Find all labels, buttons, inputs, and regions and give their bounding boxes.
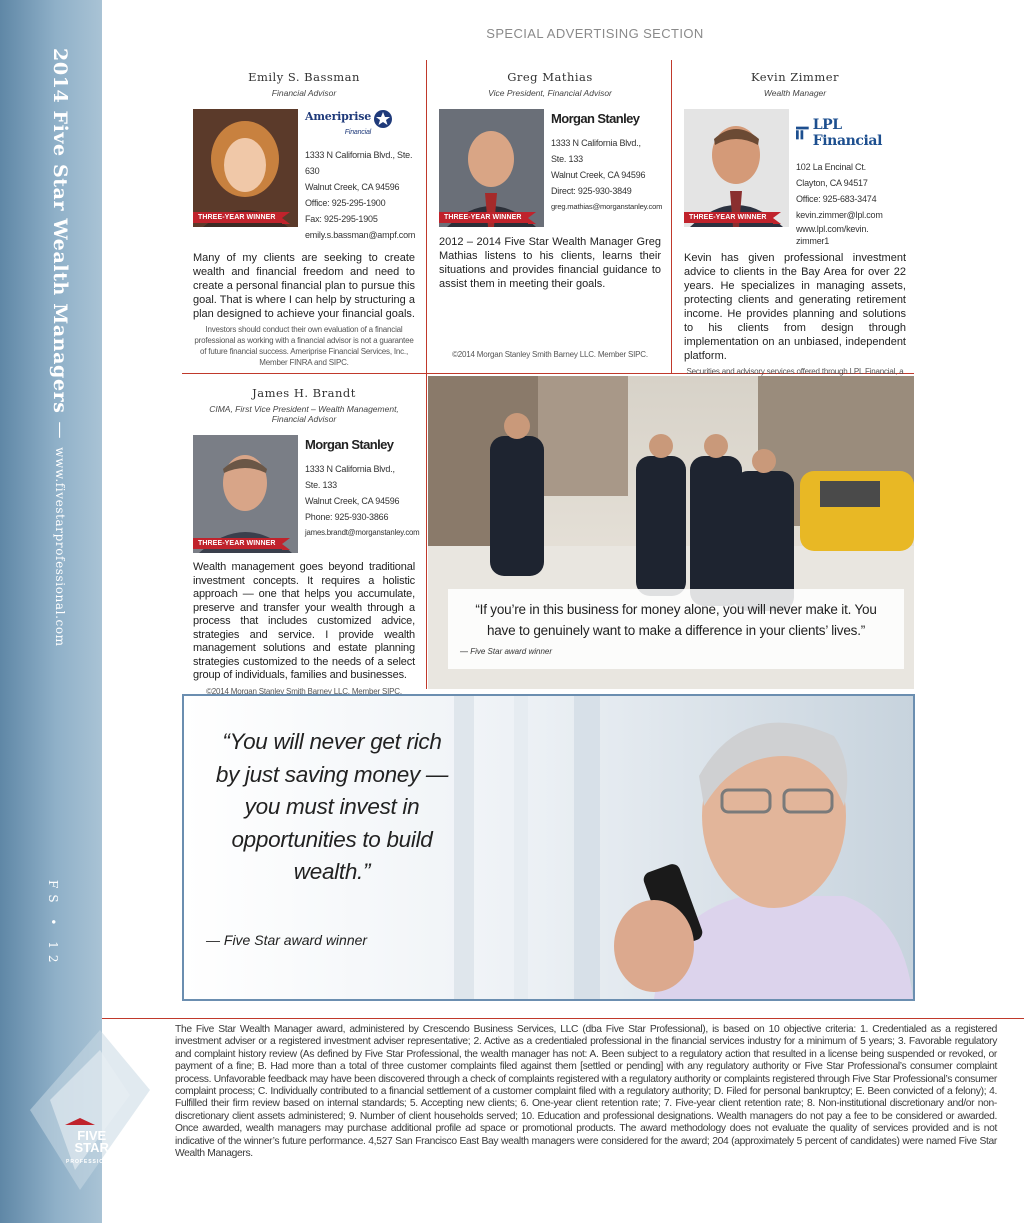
contact-line: Ste. 133 <box>551 154 583 164</box>
advisor-disclaimer: Investors should conduct their own evaluation of a financial professional as working with a financial advisor is not a guarantee of future financial success. Ameriprise Financial Services, Inc., Member FINRA and SIPC. <box>194 325 414 367</box>
ameriprise-star-icon <box>373 109 393 129</box>
portrait-illustration <box>193 109 298 227</box>
advisor-card-bassman <box>193 70 415 368</box>
businessman-photo-panel <box>182 694 915 1001</box>
winner-badge: THREE-YEAR WINNER <box>439 212 528 223</box>
sidebar-title-text: 2014 Five Star Wealth Managers <box>49 48 71 414</box>
portrait-illustration <box>193 435 298 553</box>
five-star-logo-text <box>66 1130 117 1168</box>
advisor-bio: Many of my clients are seeking to create wealth and financial freedom and need to create a personal financial plan to pursue this goal. That is where I can help by structuring a plan designed to achieve your financial goals. <box>193 252 415 320</box>
contact-line: 1333 N California Blvd., <box>305 464 395 474</box>
advisor-contact <box>305 109 415 243</box>
page-number: FS • 12 <box>46 880 60 969</box>
advisor-role: Wealth Manager <box>763 88 827 98</box>
winner-badge: THREE-YEAR WINNER <box>684 212 773 223</box>
advisor-photo <box>193 109 298 227</box>
winner-badge: THREE-YEAR WINNER <box>193 212 282 223</box>
pullquote-attribution: — Five Star award winner <box>460 647 553 656</box>
winner-badge: THREE-YEAR WINNER <box>193 538 282 549</box>
advisor-role: Vice President, Financial Advisor <box>488 88 612 98</box>
firm-name: Morgan Stanley <box>551 111 640 126</box>
street-photo-panel <box>428 376 914 689</box>
advisor-card-mathias <box>439 70 661 360</box>
portrait-illustration <box>684 109 789 227</box>
contact-email[interactable]: emily.s.bassman@ampf.com <box>305 230 416 240</box>
firm-name: LPL Financial <box>812 117 883 149</box>
logo-line2: PROFESSIONAL <box>66 1159 118 1165</box>
advisor-card-zimmer <box>684 70 906 388</box>
contact-email[interactable]: james.brandt@morganstanley.com <box>305 528 420 537</box>
advisor-role: CIMA, First Vice President – Wealth Management, Financial Advisor <box>209 404 399 424</box>
advisor-contact <box>305 435 419 553</box>
advisor-bio: Kevin has given professional investment advice to clients in the Bay Area for over 22 years. He specializes in managing assets, protecting clients and generating retirement income. He provides planning and solutions to his clients from design through implementation on an unbiased, independent platform. <box>684 252 906 362</box>
contact-line: Walnut Creek, CA 94596 <box>305 496 400 506</box>
firm-name: Morgan Stanley <box>305 437 394 452</box>
ameriprise-logo <box>305 109 415 141</box>
divider-1 <box>426 60 427 373</box>
firm-sub: Financial <box>344 129 372 136</box>
contact-line: Office: 925-295-1900 <box>305 198 386 208</box>
contact-line: Direct: 925-930-3849 <box>551 186 632 196</box>
main-quote-text: “You will never get rich by just saving money — you must invest in opportunities to build wealth.” <box>215 729 449 884</box>
award-methodology-text: The Five Star Wealth Manager award, administered by Crescendo Business Services, LLC (dba Five Star Professional), is based on 10 objective criteria: 1. Credentialed as a registered investment adviser or a registered investment adviser representative; 2. Active as a credentialed professional in the financial services industry for a minimum of 5 years; 3. Favorable regulatory and complaint history review (As defined by Five Star Professional, the wealth manager has not: A. Been subject to a regulatory action that resulted in a license being suspended or revoked, or payment of a fine; B. Had more than a total of three customer complaints filed against them [settled or pending] with any regulatory authority or Five Star Professional’s consumer complaint process. Unfavorable feedback may have been discovered through a check of complaints registered with a regulatory authority or complaints registered through Five Star Professional’s consumer complaint process; C. Individually contributed to a financial settlement of a customer complaint filed with a regulatory authority; D. Filed for personal bankruptcy; E. Been convicted of a felony); 4. Fulfilled their firm review based on internal standards; 5. Accepting new clients; 6. One-year client retention rate; 7. Five-year client retention rate; 8. Non-institutional discretionary and/or non-discretionary client assets administered; 9. Number of client households served; 10. Education and professional designations. Wealth managers do not pay a fee to be considered or awarded. Once awarded, wealth managers may purchase additional profile ad space or promotional products. The award methodology does not evaluate the quality of services provided and is not indicative of the winner’s future performance. 4,527 San Francisco East Bay wealth managers were considered for the award; 204 (approximately 5 percent of candidates) were named Five Star Wealth Managers. <box>175 1024 997 1160</box>
advisor-contact <box>551 109 662 227</box>
advisor-photo <box>193 435 298 553</box>
five-star-logo-graphic <box>20 1030 170 1200</box>
advisor-photo <box>684 109 789 227</box>
contact-url[interactable]: zimmer1 <box>796 236 830 246</box>
sidebar-band <box>0 0 118 1223</box>
divider-5 <box>102 1018 1024 1019</box>
contact-line: Walnut Creek, CA 94596 <box>551 170 646 180</box>
portrait-illustration <box>439 109 544 227</box>
divider-4 <box>426 373 427 689</box>
main-quote-attribution: — Five Star award winner <box>206 932 368 948</box>
advisor-name: Emily S. Bassman <box>248 70 360 84</box>
advisor-bio: 2012 – 2014 Five Star Wealth Manager Greg Mathias listens to his clients, learns their situations and provides financial guidance to assist them in meeting their goals. <box>439 236 661 290</box>
contact-email[interactable]: greg.mathias@morganstanley.com <box>551 202 663 211</box>
advisor-contact <box>796 109 906 247</box>
contact-line: Clayton, CA 94517 <box>796 178 868 188</box>
pullquote-text: “If you’re in this business for money alone, you will never make it. You have to genuinely want to make a difference in your clients’ lives.” <box>475 602 877 638</box>
lpl-logo <box>796 117 906 149</box>
advisor-bio: Wealth management goes beyond traditional investment concepts. It requires a holistic approach — one that helps you accumulate, preserve and transfer your wealth through a process that includes customized advice, strategies and service. I provide wealth management solutions and estate planning strategies customized to the needs of a select group of individuals, families and businesses. <box>193 561 415 681</box>
advisor-role: Financial Advisor <box>271 88 337 98</box>
contact-line: 1333 N California Blvd., Ste. 630 <box>305 150 413 176</box>
contact-url[interactable]: www.lpl.com/kevin. <box>796 224 869 234</box>
advisor-name: James H. Brandt <box>252 386 356 400</box>
sidebar-title <box>40 48 80 648</box>
firm-name: Ameriprise <box>305 110 372 123</box>
advisor-name: Greg Mathias <box>507 70 593 84</box>
advisor-disclaimer: ©2014 Morgan Stanley Smith Barney LLC. Member SIPC. <box>452 350 648 359</box>
pullquote-box <box>448 589 904 669</box>
advisor-photo <box>439 109 544 227</box>
contact-line: Fax: 925-295-1905 <box>305 214 378 224</box>
contact-email[interactable]: kevin.zimmer@lpl.com <box>796 210 883 220</box>
advisor-disclaimer: Securities and advisory services offered through LPL Financial, a <box>686 367 904 376</box>
sidebar-dash: — <box>50 421 70 440</box>
section-header: SPECIAL ADVERTISING SECTION <box>486 26 704 41</box>
advisor-name: Kevin Zimmer <box>750 70 840 84</box>
lpl-icon <box>796 126 809 140</box>
contact-line: Office: 925-683-3474 <box>796 194 877 204</box>
advisor-card-brandt <box>193 386 420 697</box>
advisor-disclaimer: ©2014 Morgan Stanley Smith Barney LLC. Member SIPC. <box>206 686 402 696</box>
logo-line1: FIVE STAR <box>74 1128 109 1155</box>
contact-line: 1333 N California Blvd., <box>551 138 641 148</box>
divider-2 <box>671 60 672 373</box>
contact-line: Ste. 133 <box>305 480 337 490</box>
contact-line: Walnut Creek, CA 94596 <box>305 182 400 192</box>
sidebar-url[interactable]: www.fivestarprofessional.com <box>53 447 67 647</box>
contact-line: Phone: 925-930-3866 <box>305 512 389 522</box>
contact-line: 102 La Encinal Ct. <box>796 162 866 172</box>
